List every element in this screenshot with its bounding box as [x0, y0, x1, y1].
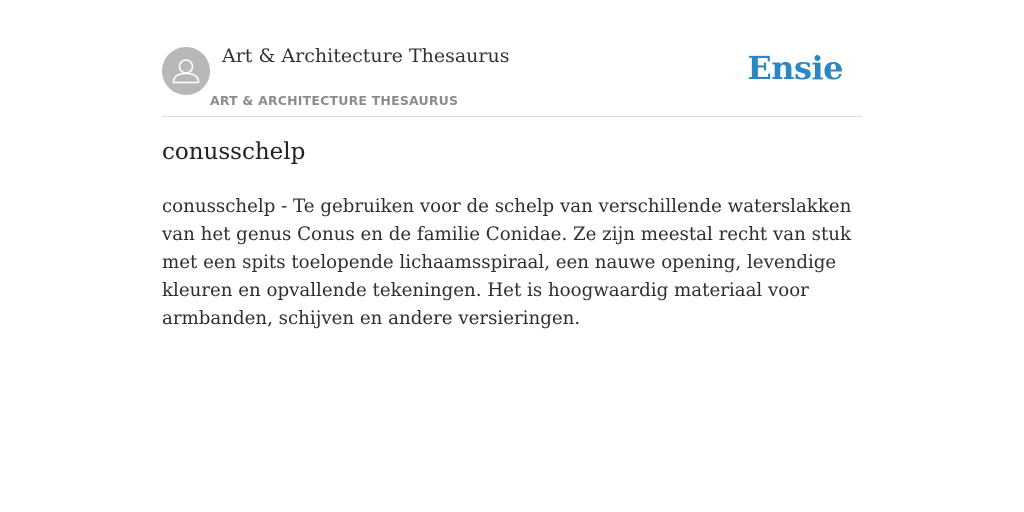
user-silhouette-icon	[162, 47, 210, 95]
source-title-link[interactable]: Art & Architecture Thesaurus	[222, 45, 510, 67]
avatar[interactable]	[162, 47, 210, 95]
page-header	[162, 0, 862, 117]
term-title: conusschelp	[162, 139, 306, 165]
ensie-logo[interactable]: Ensie	[747, 49, 843, 87]
source-subtitle: ART & ARCHITECTURE THESAURUS	[210, 93, 459, 108]
term-definition: conusschelp - Te gebruiken voor de schelp van verschillende waterslakken van het genus Conus en de familie Conidae. Ze zijn meestal recht van stuk met een spits toelopende lichaamsspiraal, een nauwe opening, levendige kleuren en opvallende tekeningen. Het is hoogwaardig materiaal voor armbanden, schijven en andere versieringen.	[162, 196, 852, 329]
